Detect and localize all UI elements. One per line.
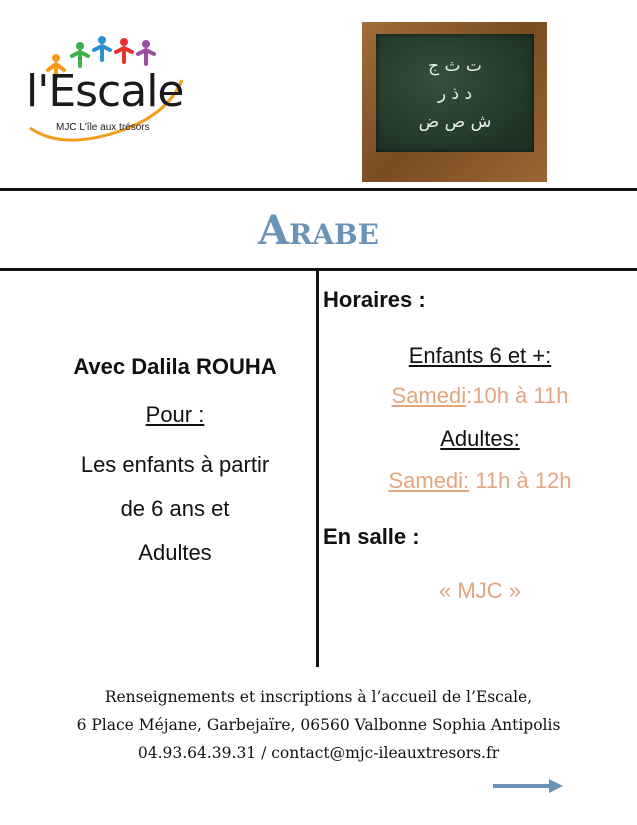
audience-line-1: Les enfants à partir [80, 452, 270, 477]
adultes-label: Adultes: [440, 426, 520, 451]
enfants-schedule [330, 383, 630, 409]
next-arrow-icon[interactable] [493, 778, 563, 794]
enfants-label: Enfants 6 et +: [408, 343, 552, 368]
escale-logo [22, 30, 182, 150]
horaires-label: Horaires : [323, 287, 426, 312]
salle-label: En salle : [323, 524, 420, 549]
audience-line-2: de 6 ans et [120, 496, 230, 521]
chalkboard-image [362, 22, 547, 182]
page-title: Arabe [257, 207, 380, 254]
logo-subtitle: MJC L'île aux trésors [56, 122, 150, 133]
enfants-day: Samedi [391, 383, 467, 408]
adultes-schedule [330, 468, 630, 494]
adultes-time: 11h à 12h [469, 468, 572, 493]
board-row-3: ش ص ض [418, 112, 492, 132]
footer-contact [0, 683, 637, 767]
salle-value: « MJC » [439, 578, 521, 603]
footer-line-2: 6 Place Méjane, Garbejaïre, 06560 Valbonne Sophia Antipolis [76, 716, 561, 734]
adultes-day: Samedi: [388, 468, 470, 493]
divider-top [0, 188, 637, 191]
enfants-time: :10h à 11h [466, 383, 569, 408]
pour-label: Pour : [145, 402, 205, 427]
audience-line-3: Adultes [138, 540, 212, 565]
teacher-name: Avec Dalila ROUHA [73, 354, 277, 379]
left-column [40, 345, 310, 575]
footer-line-1: Renseignements et inscriptions à l’accueil de l’Escale, [104, 688, 533, 706]
board-row-2: د ذ ر [437, 84, 473, 104]
board-row-1: ت ث ج [428, 56, 482, 76]
chalkboard-surface [376, 34, 534, 152]
column-divider [316, 271, 319, 667]
logo-brand: l'Escale [26, 66, 184, 117]
footer-line-3: 04.93.64.39.31 / contact@mjc-ileauxtresors.fr [137, 744, 500, 762]
